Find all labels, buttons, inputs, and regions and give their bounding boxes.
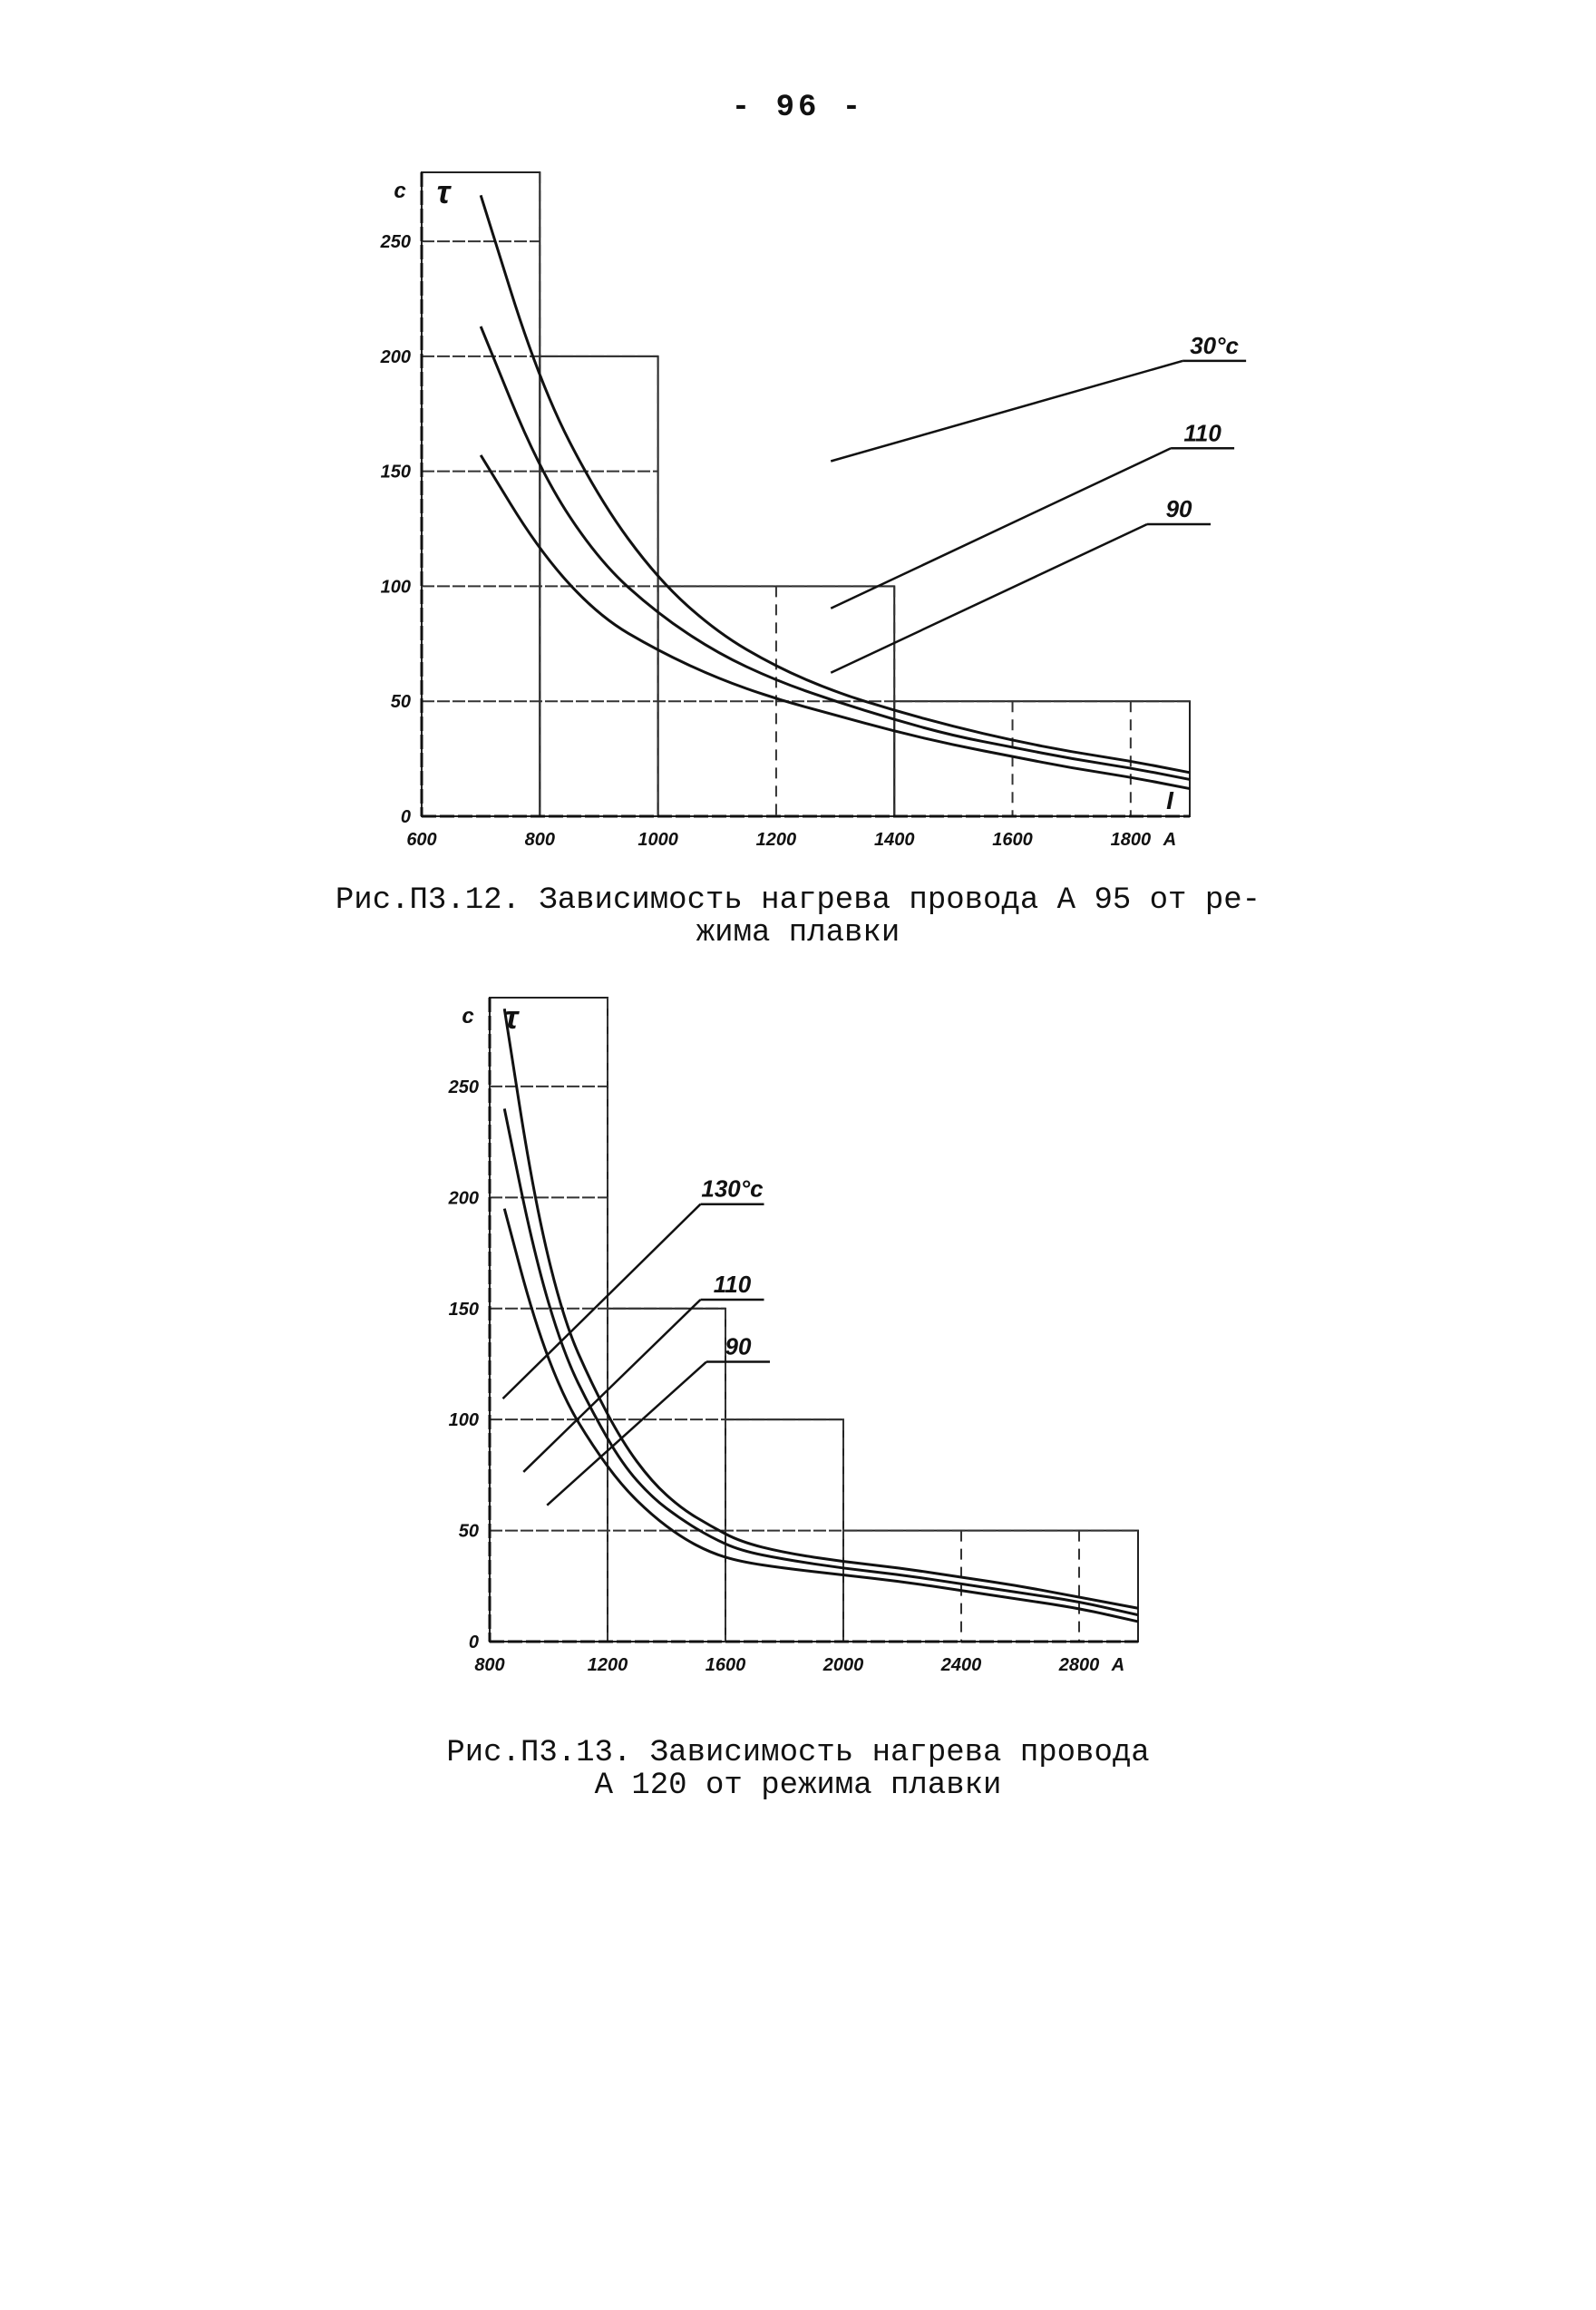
series-curve <box>481 455 1190 789</box>
series-label: 90 <box>725 1332 752 1360</box>
page-number: - 96 - <box>731 91 865 125</box>
x-tick-label: 2000 <box>822 1655 864 1675</box>
y-tick-label: 50 <box>390 692 411 713</box>
caption-line: Рис.П3.13. Зависимость нагрева провода <box>446 1736 1150 1770</box>
grid-step-box <box>894 701 1190 816</box>
x-tick-label: 1400 <box>873 830 915 850</box>
x-tick-label: 800 <box>474 1655 505 1675</box>
y-tick-label: 150 <box>448 1299 479 1320</box>
x-axis-symbol: I <box>1166 786 1173 814</box>
y-axis-symbol: τ <box>436 173 451 210</box>
y-tick-label: 200 <box>380 346 411 367</box>
y-tick-label: 50 <box>458 1521 479 1542</box>
grid-step-box <box>608 1309 725 1642</box>
y-tick-label: 250 <box>448 1077 479 1097</box>
series-curve <box>481 195 1190 772</box>
x-tick-label: 1200 <box>587 1655 628 1675</box>
caption-line: жима плавки <box>696 916 900 950</box>
y-unit-label: c <box>394 179 406 203</box>
x-tick-label: 1600 <box>705 1655 746 1675</box>
label-leader-line <box>831 448 1171 609</box>
caption-line: Рис.П3.12. Зависимость нагрева провода А 95 от ре- <box>335 883 1261 918</box>
series-curve <box>504 1108 1138 1614</box>
y-tick-label: 100 <box>380 577 411 598</box>
chart-a120-heating <box>0 961 1596 1687</box>
x-tick-label: 2400 <box>940 1655 982 1675</box>
label-leader-line <box>503 1204 701 1399</box>
label-leader-line <box>831 524 1147 673</box>
x-tick-label: 1200 <box>755 830 797 850</box>
caption-fig-p3-13 <box>0 1737 1596 1802</box>
label-leader-line <box>831 361 1182 462</box>
grid-step-box <box>490 998 608 1642</box>
caption-line: А 120 от режима плавки <box>594 1769 1002 1803</box>
y-tick-label: 0 <box>468 1633 479 1652</box>
x-tick-label: 600 <box>406 830 437 850</box>
y-tick-label: 100 <box>448 1410 479 1431</box>
series-label: 30°c <box>1190 331 1240 359</box>
y-unit-label: c <box>462 1004 474 1028</box>
x-tick-label: 1000 <box>637 830 678 850</box>
y-tick-label: 250 <box>380 232 411 253</box>
label-leader-line <box>547 1362 706 1506</box>
series-label: 110 <box>713 1270 752 1298</box>
series-label: 130°c <box>701 1174 764 1203</box>
y-tick-label: 200 <box>448 1188 479 1209</box>
x-unit-label: A <box>1111 1655 1125 1675</box>
series-label: 90 <box>1165 494 1192 522</box>
grid-step-box <box>843 1531 1138 1642</box>
y-axis-symbol: τ <box>504 999 519 1036</box>
caption-fig-p3-12 <box>0 884 1596 950</box>
x-tick-label: 800 <box>524 830 555 850</box>
y-tick-label: 0 <box>400 807 411 827</box>
x-tick-label: 1800 <box>1110 830 1152 850</box>
x-tick-label: 2800 <box>1058 1655 1100 1675</box>
series-label: 110 <box>1183 419 1221 447</box>
y-tick-label: 150 <box>380 462 411 482</box>
x-unit-label: A <box>1163 830 1177 850</box>
grid-step-box <box>422 172 540 816</box>
chart-a95-heating <box>0 136 1596 862</box>
x-tick-label: 1600 <box>992 830 1033 850</box>
